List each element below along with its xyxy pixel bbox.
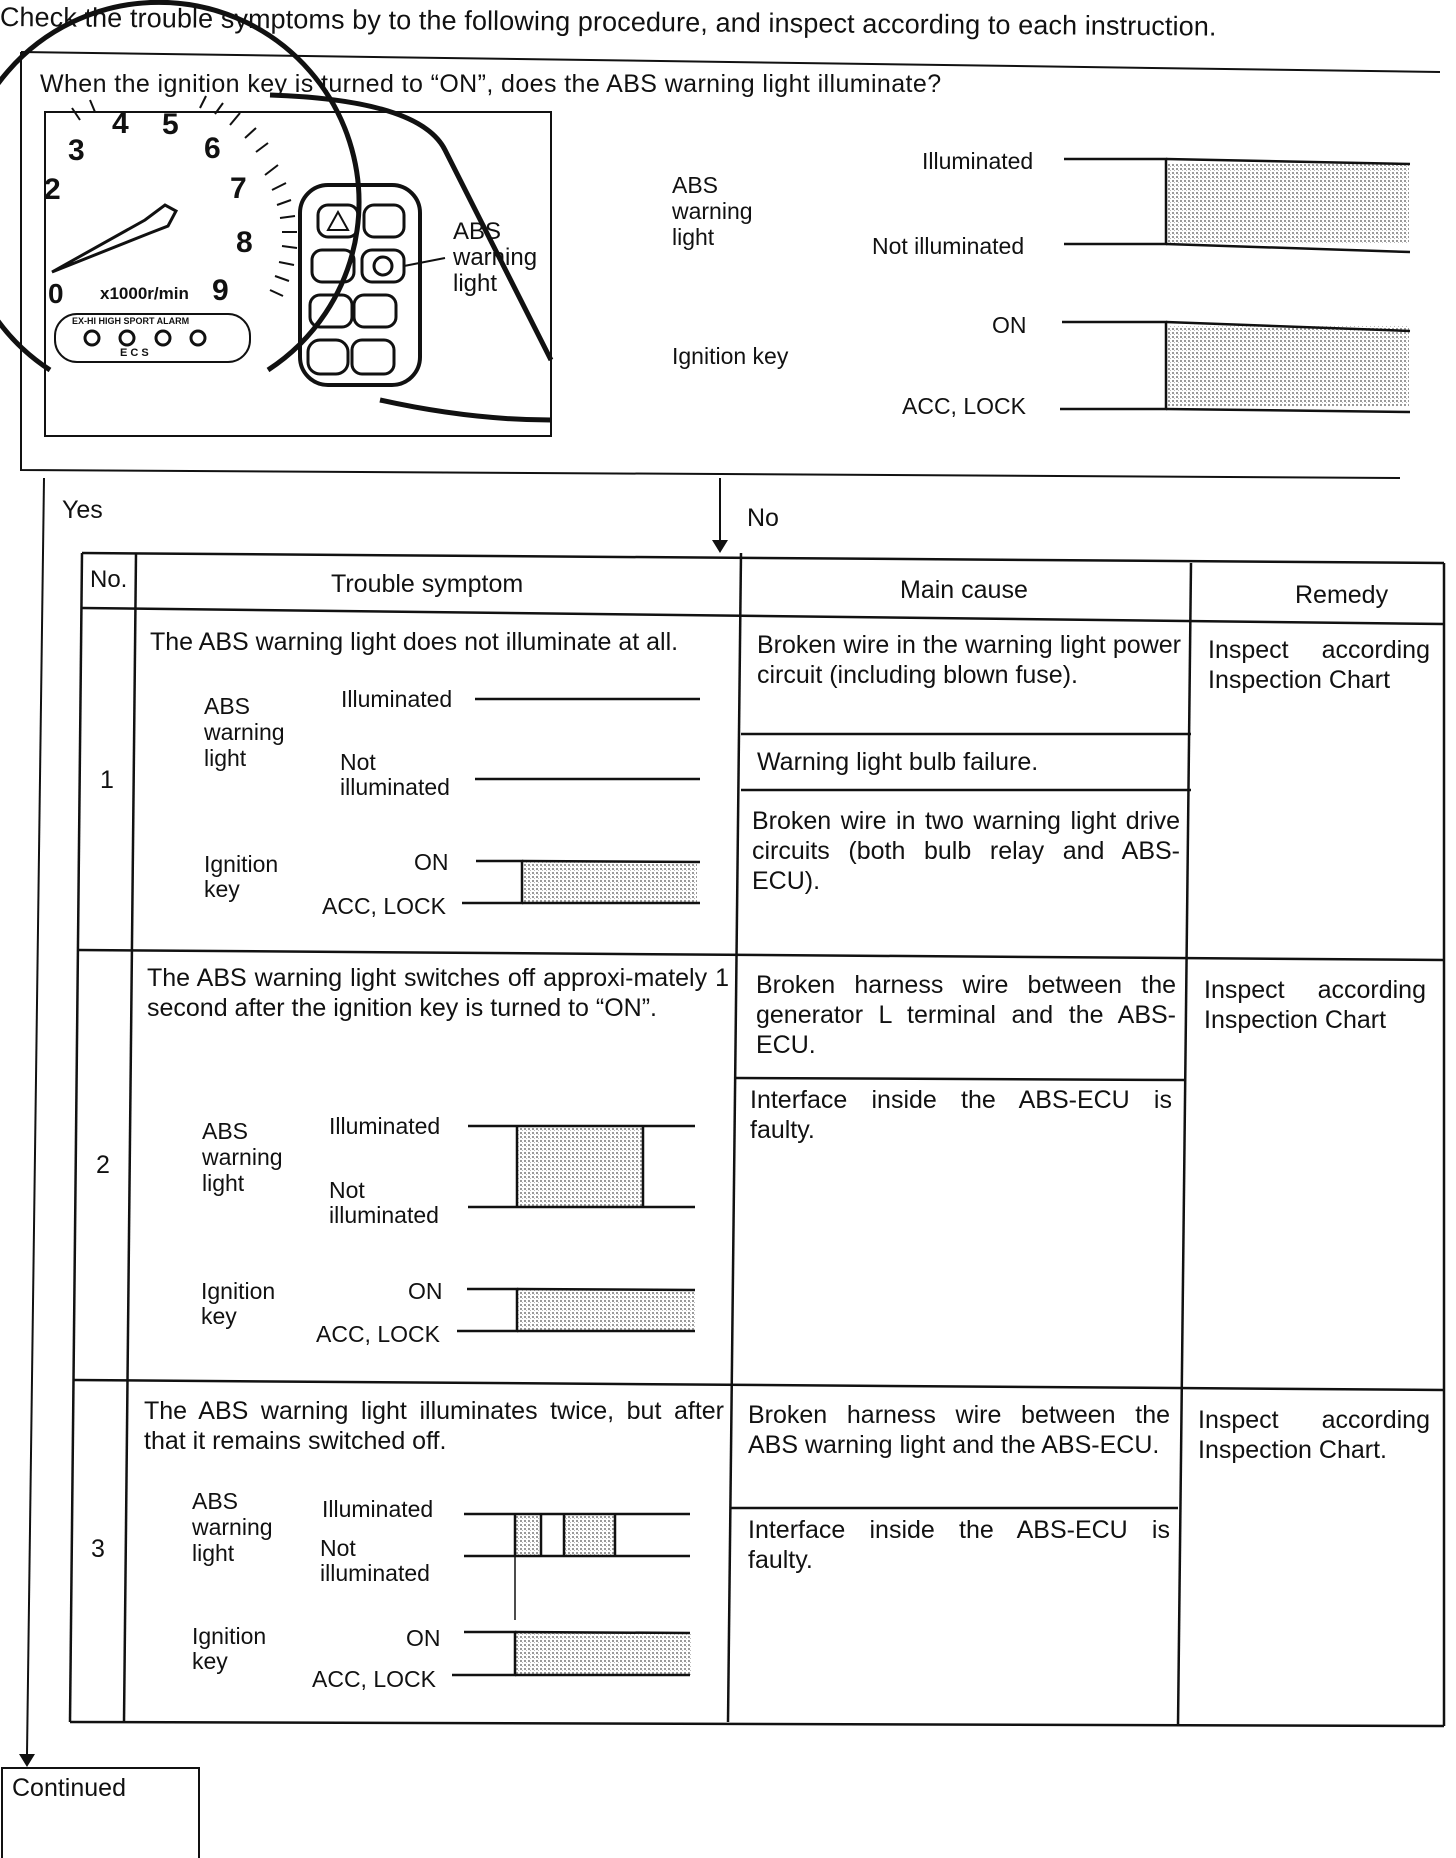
row3-not-illuminated: illuminated — [320, 1560, 430, 1586]
gauge-number: 2 — [44, 173, 61, 206]
row2-acc-lock: ACC, LOCK — [316, 1321, 440, 1347]
row1-ignition: key — [204, 876, 240, 902]
not-illuminated-label: Not illuminated — [872, 233, 1025, 259]
header-symptom: Trouble symptom — [331, 570, 524, 598]
row2-abs-label: warning — [202, 1144, 283, 1170]
header-no: No. — [90, 566, 128, 593]
gauge-unit: x1000r/min — [100, 284, 189, 303]
gauge-number: 3 — [68, 134, 85, 167]
continued-arrow-head — [19, 1754, 35, 1767]
row3-illuminated: Illuminated — [322, 1496, 434, 1522]
gauge-lamp-labels: EX-HI HIGH SPORT ALARM — [72, 316, 190, 326]
gauge-number: 8 — [236, 226, 253, 259]
row3-symptom: The ABS warning light illuminates twice, but after that it remains switched off. — [144, 1397, 724, 1455]
abs-callout: light — [453, 270, 498, 297]
abs-warning-light-label: ABS — [672, 172, 719, 198]
row1-remedy: Inspect according Inspection Chart — [1208, 636, 1430, 694]
ignition-key-label: Ignition key — [672, 343, 789, 369]
row3-timing-diagram — [452, 1514, 691, 1675]
row3-cause: Interface inside the ABS-ECU is faulty. — [748, 1516, 1170, 1574]
row2-cause: Interface inside the ABS-ECU is faulty. — [750, 1086, 1172, 1144]
abs-callout: ABS — [453, 218, 502, 245]
gauge-number: 0 — [48, 278, 64, 309]
question-frame — [21, 52, 1440, 478]
continued-label: Continued — [12, 1774, 126, 1802]
intro-text: Check the trouble symptoms by to the following procedure, and inspect according to each instruction. — [0, 2, 1217, 42]
row1-illuminated: Illuminated — [341, 686, 453, 712]
gauge-number: 9 — [212, 274, 229, 307]
row2-on: ON — [408, 1278, 443, 1304]
row2-abs-label: ABS — [202, 1118, 249, 1144]
row3-abs-label: ABS — [192, 1488, 239, 1514]
no-label: No — [747, 504, 779, 532]
row3-abs-label: warning — [192, 1514, 273, 1540]
header-remedy: Remedy — [1295, 581, 1389, 609]
row2-timing-diagram — [457, 1126, 695, 1331]
abs-warning-light-label: light — [672, 224, 715, 250]
row1-abs-label: warning — [204, 719, 285, 745]
yes-label: Yes — [62, 496, 103, 524]
row2-abs-label: light — [202, 1170, 245, 1196]
no-arrow-head — [712, 540, 728, 553]
row2-cause: Broken harness wire between the generator L terminal and the ABS-ECU. — [756, 971, 1176, 1059]
row2-not-illuminated: Not — [329, 1177, 365, 1203]
row-number: 3 — [91, 1535, 105, 1563]
row1-abs-label: ABS — [204, 693, 251, 719]
row2-remedy: Inspect according Inspection Chart — [1204, 976, 1426, 1034]
top-timing-diagram — [1060, 159, 1410, 412]
row1-timing-diagram — [462, 699, 700, 903]
row2-symptom: The ABS warning light switches off approxi-mately 1 second after the ignition key is turned to “ON”. — [147, 964, 729, 1022]
row2-ignition: key — [201, 1303, 237, 1329]
row1-ignition: Ignition — [204, 851, 279, 877]
abs-warning-light-label: warning — [672, 198, 753, 224]
gauge-number: 5 — [162, 108, 179, 141]
illuminated-label: Illuminated — [922, 148, 1034, 174]
on-label: ON — [992, 312, 1027, 338]
row1-not-illuminated: Not — [340, 749, 376, 775]
row2-illuminated: Illuminated — [329, 1113, 441, 1139]
row3-remedy: Inspect according Inspection Chart. — [1198, 1406, 1430, 1464]
row1-cause: Broken wire in the warning light power circuit (including blown fuse). — [757, 631, 1181, 689]
row1-cause: Broken wire in two warning light drive circuits (both bulb relay and ABS-ECU). — [752, 807, 1180, 895]
row1-symptom: The ABS warning light does not illuminate at all. — [150, 628, 679, 656]
acc-lock-label: ACC, LOCK — [902, 393, 1026, 419]
row1-not-illuminated: illuminated — [340, 774, 450, 800]
row1-acc-lock: ACC, LOCK — [322, 893, 446, 919]
row3-cause: Broken harness wire between the ABS warning light and the ABS-ECU. — [748, 1401, 1170, 1459]
row2-ignition: Ignition — [201, 1278, 276, 1304]
question-text: When the ignition key is turned to “ON”, does the ABS warning light illuminate? — [40, 70, 942, 98]
gauge-ecs: E C S — [120, 347, 149, 359]
row-number: 2 — [96, 1151, 110, 1179]
abs-callout: warning — [453, 244, 538, 271]
row-number: 1 — [100, 766, 114, 794]
row3-ignition: Ignition — [192, 1623, 267, 1649]
row3-acc-lock: ACC, LOCK — [312, 1666, 436, 1692]
row3-on: ON — [406, 1625, 441, 1651]
row3-ignition: key — [192, 1648, 228, 1674]
row1-cause: Warning light bulb failure. — [757, 748, 1039, 776]
row3-not-illuminated: Not — [320, 1535, 356, 1561]
gauge-number: 6 — [204, 132, 221, 165]
row2-not-illuminated: illuminated — [329, 1202, 439, 1228]
row3-abs-label: light — [192, 1540, 235, 1566]
row1-on: ON — [414, 849, 449, 875]
gauge-number: 7 — [230, 172, 247, 205]
gauge-number: 4 — [112, 107, 129, 140]
row1-abs-label: light — [204, 745, 247, 771]
header-cause: Main cause — [900, 576, 1028, 604]
